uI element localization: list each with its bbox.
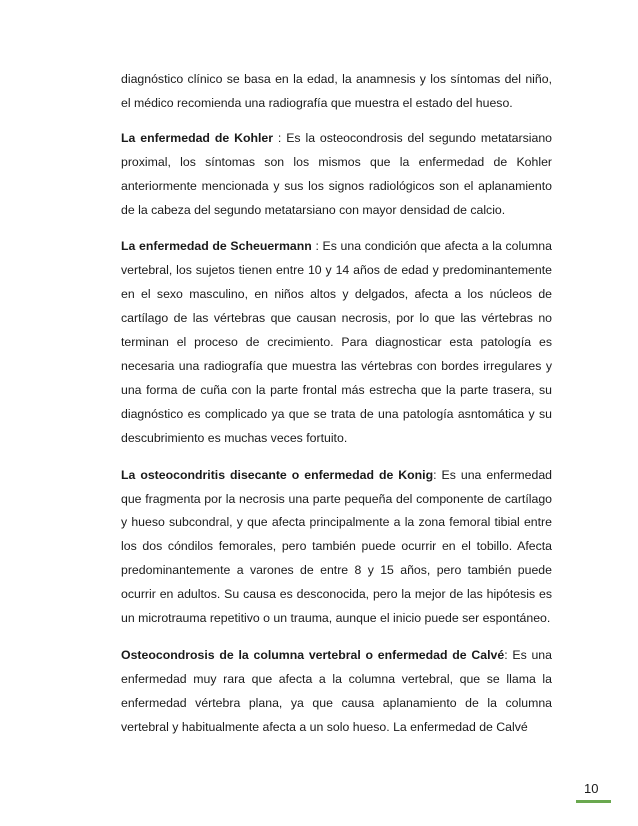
term-heading: La osteocondritis disecante o enfermedad de Konig — [121, 467, 434, 482]
page-number: 10 — [584, 781, 599, 796]
paragraph-kohler — [121, 127, 552, 223]
page-number-underline — [576, 800, 611, 803]
paragraph-konig — [121, 464, 552, 631]
paragraph-text: : Es una enfermedad muy rara que afecta a la columna vertebral, que se llama la enfermedad vértebra plana, ya que causa aplanamiento de la columna vertebral y habitualmente afecta a un solo hueso. La enfermedad de Calvé — [121, 647, 552, 734]
paragraph-text: : Es una condición que afecta a la columna vertebral, los sujetos tienen entre 10 y 14 años de edad y predominantemente en el sexo masculino, en niños altos y delgados, afecta a los núcleos de cartílago de las vértebras que causan necrosis, por lo que las vértebras no terminan el proceso de crecimiento. Para diagnosticar esta patología es necesaria una radiografía que muestra las vértebras con bordes irregulares y una forma de cuña con la parte frontal más estrecha que la parte trasera, su diagnóstico es complicado ya que se trata de una patología asntomática y su descubrimiento es muchas veces fortuito. — [121, 239, 552, 445]
term-heading: Osteocondrosis de la columna vertebral o enfermedad de Calvé — [121, 647, 505, 662]
page-body — [121, 68, 552, 753]
term-heading: La enfermedad de Kohler — [121, 130, 274, 145]
term-heading: La enfermedad de Scheuermann — [121, 239, 312, 254]
paragraph-intro — [121, 68, 552, 116]
paragraph-calve — [121, 644, 552, 740]
paragraph-text: : Es la osteocondrosis del segundo metatarsiano proximal, los síntomas son los mismos que la enfermedad de Kohler anteriormente mencionada y sus los signos radiológicos son el aplanamiento de la cabeza del segundo metatarsiano con mayor densidad de calcio. — [121, 130, 552, 217]
paragraph-text: diagnóstico clínico se basa en la edad, la anamnesis y los síntomas del niño, el médico recomienda una radiografía que muestra el estado del hueso. — [121, 72, 552, 110]
paragraph-scheuermann — [121, 235, 552, 450]
paragraph-text: : Es una enfermedad que fragmenta por la necrosis una parte pequeña del componente de cartílago y hueso subcondral, y que afecta principalmente a la zona femoral tibial entre los dos cóndilos femorales, pero también puede ocurrir en el tobillo. Afecta predominantemente a varones de entre 8 y 15 años, pero también puede ocurrir en adultos. Su causa es desconocida, pero la mejor de las hipótesis es un microtrauma repetitivo o un trauma, aunque el inicio puede ser espontáneo. — [121, 467, 552, 626]
